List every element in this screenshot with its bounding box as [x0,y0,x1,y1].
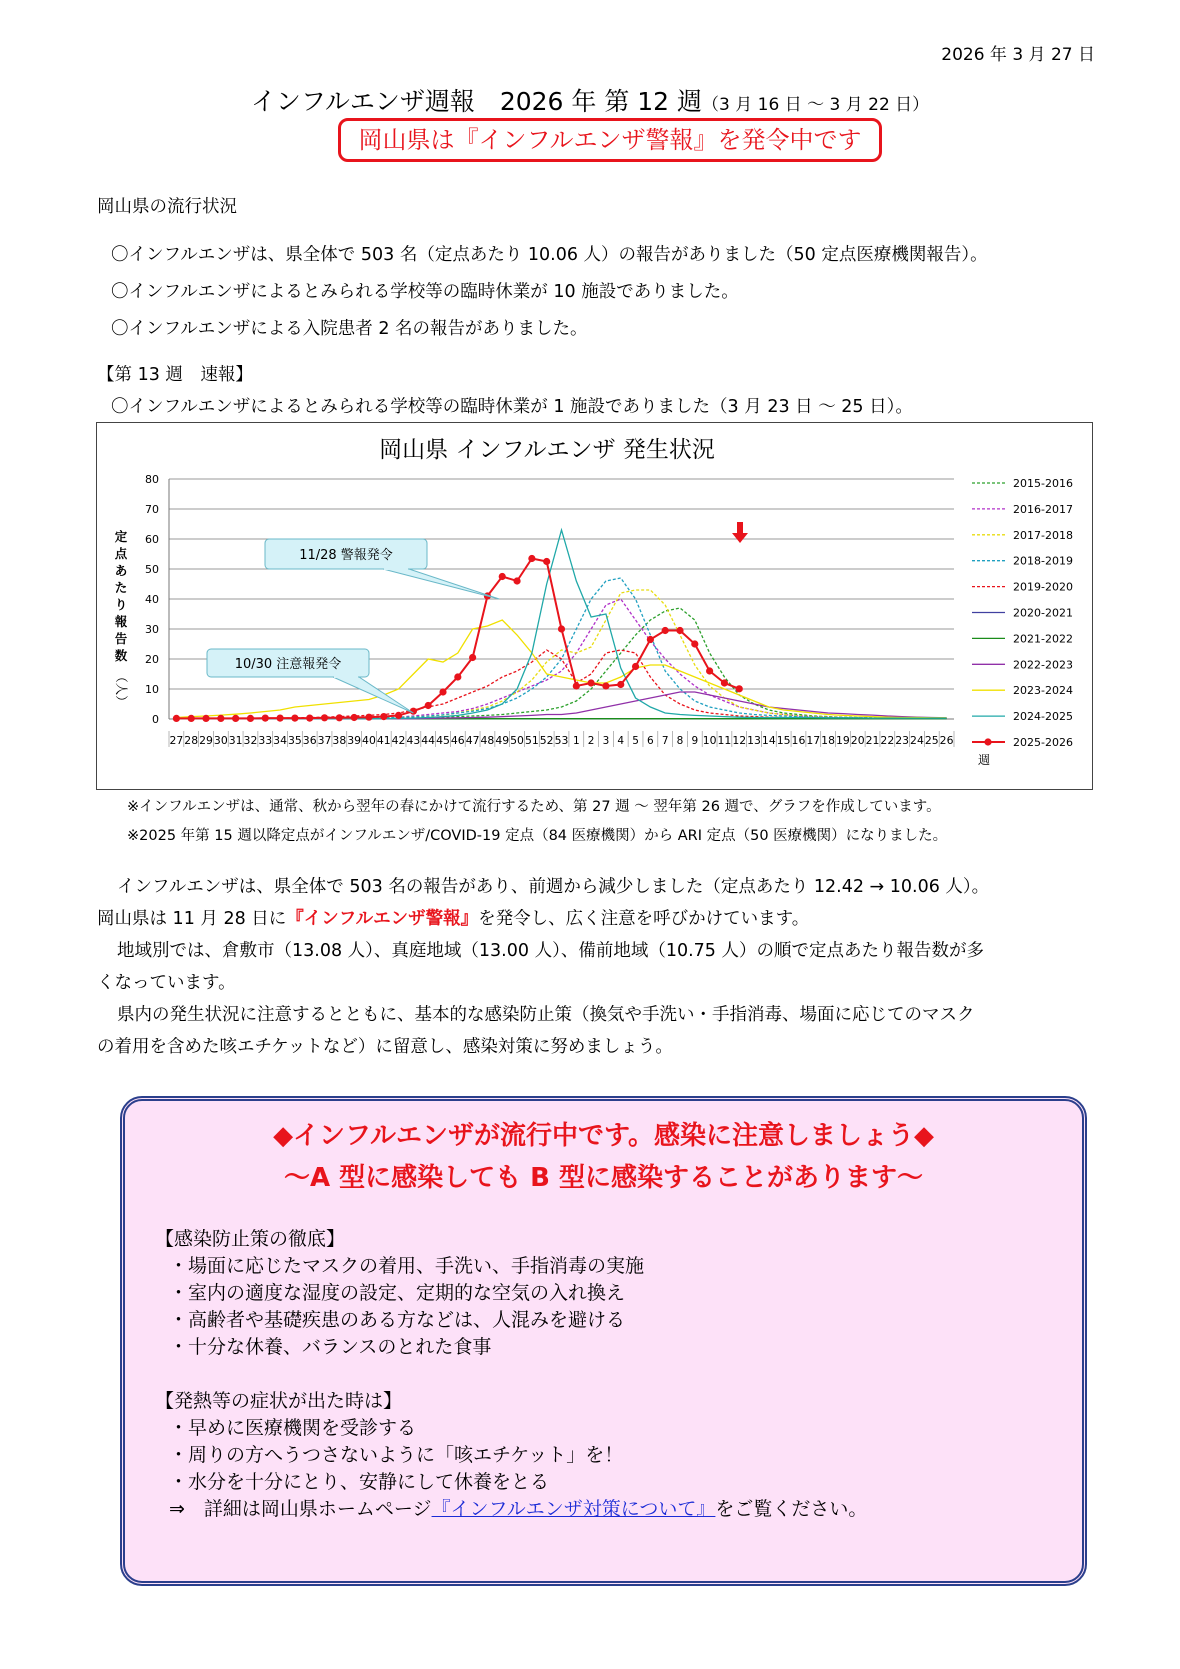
y-axis-label-unit: （人） [114,670,129,708]
y-axis-label-char: あ [114,563,128,578]
body-paragraph: くなっています。 [97,973,236,993]
current-week-arrow-head [732,533,748,543]
x-tick-label: 47 [465,735,480,747]
prevention-item: ・十分な休養、バランスのとれた食事 [169,1336,492,1358]
x-tick-label: 14 [761,735,777,747]
status-item: 〇インフルエンザは、県全体で 503 名（定点あたり 10.06 人）の報告がありました（50 定点医療機関報告）。 [111,245,988,265]
x-tick-label: 23 [895,735,910,747]
y-tick-label: 50 [145,563,159,576]
fever-item: ・周りの方へうつさないように「咳エチケット」を！ [169,1444,624,1466]
x-tick-label: 6 [647,735,654,747]
legend-label: 2017-2018 [1013,528,1073,542]
data-point [336,714,343,721]
y-tick-label: 60 [145,533,159,546]
x-tick-label: 36 [302,735,317,747]
body-paragraph: 地域別では、倉敷市（13.08 人）、真庭地域（13.00 人）、備前地域（10.75 人）の順で定点あたり報告数が多 [117,941,984,961]
data-point [425,702,432,709]
body-text: を発令し、広く注意を呼びかけています。 [478,909,810,929]
data-point [706,667,713,674]
x-tick-label: 51 [524,735,539,747]
x-tick-label: 3 [602,735,610,747]
x-tick-label: 53 [554,735,569,747]
data-point [202,715,209,722]
callout-joint [384,567,408,570]
x-tick-label: 44 [421,735,436,747]
data-point [232,715,239,722]
data-point [262,715,269,722]
callout-pointer [333,677,413,713]
influenza-measures-link[interactable]: 『インフルエンザ対策について』 [431,1498,716,1520]
page-title [0,82,1180,118]
y-axis-label-char: り [114,597,128,612]
prevention-item: ・室内の適度な湿度の設定、定期的な空気の入れ換え [169,1282,626,1304]
x-tick-label: 50 [510,735,524,747]
data-point [454,673,461,680]
x-tick-label: 11 [717,735,732,747]
data-point [469,654,476,661]
data-point [173,715,180,722]
chart-note: ※インフルエンザは、通常、秋から翌年の春にかけて流行するため、第 27 週 ～ 翌年第 26 週で、グラフを作成しています。 [127,799,941,815]
x-tick-label: 46 [450,735,466,747]
data-point [736,685,743,692]
report-date: 2026 年 3 月 27 日 [941,45,1095,65]
data-point [499,573,506,580]
data-point [632,663,639,670]
y-tick-label: 40 [145,593,159,606]
data-point [439,688,446,695]
x-tick-label: 35 [287,735,302,747]
y-axis-label-char: 数 [114,648,128,663]
notice-box [120,1096,1087,1586]
x-tick-label: 49 [495,735,510,747]
y-axis-label-char: 報 [114,614,128,629]
data-point [558,625,565,632]
alert-banner: 岡山県は『インフルエンザ警報』を発令中です [338,118,882,162]
data-point [721,679,728,686]
legend-marker [984,738,991,745]
flash-heading: 【第 13 週 速報】 [97,365,253,385]
data-point [321,714,328,721]
y-axis-label-char: た [114,580,128,595]
y-axis-label-char: 定 [114,529,128,544]
current-week-arrow-shaft [737,522,743,534]
legend-label: 2019-2020 [1013,580,1073,594]
series-line [176,559,739,719]
legend-label: 2020-2021 [1013,606,1073,620]
x-tick-label: 38 [332,735,347,747]
x-tick-label: 26 [939,735,954,747]
x-tick-label: 2 [587,735,595,747]
data-point [602,682,609,689]
x-tick-label: 48 [480,735,495,747]
x-tick-label: 4 [617,735,625,747]
data-point [617,681,624,688]
x-tick-label: 19 [836,735,850,747]
x-tick-label: 8 [676,735,684,747]
x-tick-label: 25 [924,735,939,747]
title-main: インフルエンザ週報 2026 年 第 12 週 [250,87,703,116]
callout-pointer [383,569,499,599]
y-tick-label: 30 [145,623,159,636]
data-point [513,577,520,584]
data-point [365,714,372,721]
x-tick-label: 37 [317,735,332,747]
y-tick-label: 0 [152,713,159,726]
data-point [217,715,224,722]
flash-text: 〇インフルエンザによるとみられる学校等の臨時休業が 1 施設でありました（3 月 23 日 ～ 25 日）。 [111,397,913,417]
body-paragraph: の着用を含めた咳エチケットなど）に留意し、感染対策に努めましょう。 [97,1037,673,1057]
x-tick-label: 24 [910,735,925,747]
data-point [276,715,283,722]
chart-note: ※2025 年第 15 週以降定点がインフルエンザ/COVID-19 定点（84 医療機関）から ARI 定点（50 医療機関）になりました。 [127,828,948,844]
homepage-line [169,1494,867,1521]
x-tick-label: 22 [880,735,895,747]
x-tick-label: 17 [806,735,821,747]
body-paragraph: 県内の発生状況に注意するとともに、基本的な感染防止策（換気や手洗い・手指消毒、場面に応じてのマスク [117,1005,975,1025]
x-tick-label: 43 [406,735,421,747]
fever-item: ・水分を十分にとり、安静にして休養をとる [169,1471,550,1493]
x-tick-label: 10 [702,735,717,747]
notice-headline: ◆インフルエンザが流行中です。感染に注意しましょう◆ [273,1121,934,1151]
body-paragraph: インフルエンザは、県全体で 503 名の報告があり、前週から減少しました（定点あたり 12.42 → 10.06 人）。 [117,877,990,897]
data-point [573,682,580,689]
legend-label: 2016-2017 [1013,502,1073,516]
x-tick-label: 9 [691,735,699,747]
x-tick-label: 13 [747,735,761,747]
data-point [351,714,358,721]
prevention-item: ・場面に応じたマスクの着用、手洗い、手指消毒の実施 [169,1255,645,1277]
legend-label: 2015-2016 [1013,477,1073,490]
y-tick-label: 80 [145,473,159,486]
fever-heading: 【発熱等の症状が出た時は】 [155,1390,403,1412]
x-tick-label: 52 [539,735,554,747]
x-tick-label: 39 [347,735,362,747]
x-tick-label: 1 [572,735,580,747]
x-tick-label: 27 [169,735,184,747]
prevention-heading: 【感染防止策の徹底】 [155,1228,346,1250]
x-tick-label: 42 [391,735,406,747]
homepage-post: をご覧ください。 [715,1498,868,1520]
x-tick-label: 45 [436,735,450,747]
influenza-chart [96,422,1093,790]
y-tick-label: 20 [145,653,159,666]
x-tick-label: 41 [376,735,391,747]
x-tick-label: 30 [213,735,228,747]
homepage-pre: ⇒ 詳細は岡山県ホームページ [169,1498,432,1520]
x-tick-label: 40 [362,735,376,747]
fever-item: ・早めに医療機関を受診する [169,1417,417,1439]
y-tick-label: 70 [145,503,159,516]
status-item: 〇インフルエンザによるとみられる学校等の臨時休業が 10 施設でありました。 [111,282,739,302]
x-tick-label: 29 [199,735,213,747]
notice-subheadline: ～A 型に感染しても B 型に感染することがあります～ [283,1163,924,1193]
x-tick-label: 5 [632,735,639,747]
y-tick-label: 10 [145,683,159,696]
x-tick-label: 20 [850,735,865,747]
x-tick-label: 34 [273,735,288,747]
legend-label: 2024-2025 [1013,710,1073,724]
data-point [662,627,669,634]
legend-label: 2018-2019 [1013,554,1073,568]
x-tick-label: 32 [243,735,258,747]
chart-svg [97,423,1092,789]
x-tick-label: 21 [865,735,880,747]
title-range: （3 月 16 日 ～ 3 月 22 日） [702,95,930,115]
data-point [247,715,254,722]
data-point [676,627,683,634]
callout-text: 11/28 警報発令 [299,548,393,563]
body-text: 岡山県は 11 月 28 日に [97,909,287,929]
x-tick-label: 18 [821,735,836,747]
data-point [647,636,654,643]
x-tick-label: 28 [184,735,199,747]
x-tick-label: 31 [228,735,243,747]
status-heading: 岡山県の流行状況 [97,197,237,217]
chart-title: 岡山県 インフルエンザ 発生状況 [379,437,715,463]
x-tick-label: 16 [791,735,806,747]
data-point [691,640,698,647]
x-tick-label: 15 [776,735,791,747]
data-point [588,679,595,686]
y-axis-label-char: 点 [114,546,128,561]
callout-joint [334,675,358,678]
legend-label: 2025-2026 [1013,736,1073,749]
data-point [306,715,313,722]
prevention-item: ・高齢者や基礎疾患のある方などは、人混みを避ける [169,1309,626,1331]
status-item: 〇インフルエンザによる入院患者 2 名の報告がありました。 [111,319,588,339]
x-tick-label: 33 [258,735,273,747]
callout-text: 10/30 注意報発令 [234,657,342,672]
x-axis-label: 週 [977,753,991,767]
data-point [291,715,298,722]
data-point [543,558,550,565]
x-tick-label: 12 [732,735,747,747]
legend-label: 2021-2022 [1013,632,1073,646]
data-point [380,713,387,720]
data-point [395,712,402,719]
x-tick-label: 7 [661,735,669,747]
y-axis-label-char: 告 [114,631,128,646]
data-point [188,715,195,722]
data-point [528,555,535,562]
body-paragraph [97,905,809,930]
warning-emphasis: 『インフルエンザ警報』 [286,909,479,929]
legend-label: 2023-2024 [1013,684,1073,698]
legend-label: 2022-2023 [1013,658,1073,672]
